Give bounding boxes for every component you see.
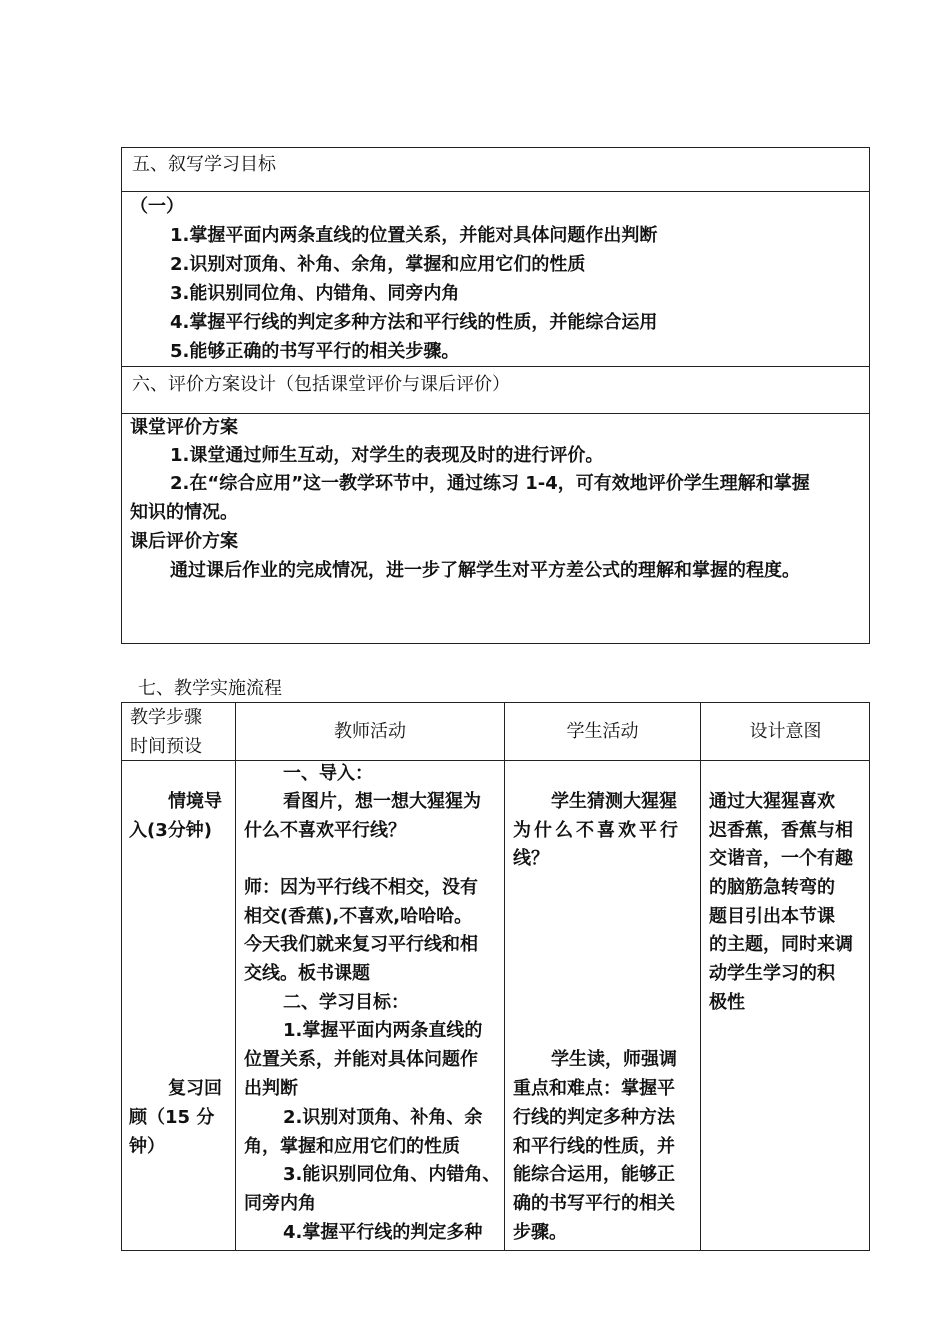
class-eval-item-cont: 知识的情况。: [130, 502, 238, 523]
student-line: 能综合运用，能够正: [513, 1164, 675, 1185]
objective-item: 1.掌握平面内两条直线的位置关系，并能对具体问题作出判断: [170, 225, 658, 246]
table-header-divider: [121, 760, 870, 761]
teacher-line: 3.能识别同位角、内错角、: [283, 1164, 501, 1185]
student-line: 学生猜测大猩猩: [551, 791, 677, 812]
step-cell: 顾（15 分: [129, 1107, 215, 1128]
class-eval-item: 1.课堂通过师生互动，对学生的表现及时的进行评价。: [170, 445, 604, 466]
step-cell: 情境导: [168, 791, 222, 812]
header-teacher: 教师活动: [334, 721, 406, 742]
student-line: 重点和难点：掌握平: [513, 1078, 675, 1099]
student-line: 学生读，师强调: [551, 1049, 677, 1070]
teacher-line: 2.识别对顶角、补角、余: [283, 1107, 483, 1128]
teacher-line: 1.掌握平面内两条直线的: [283, 1020, 483, 1041]
teacher-line: 师：因为平行线不相交，没有: [244, 877, 478, 898]
teacher-line: 一、导入：: [283, 763, 373, 784]
teacher-line: 位置关系，并能对具体问题作: [244, 1049, 478, 1070]
design-line: 通过大猩猩喜欢: [709, 791, 835, 812]
step-cell: 钟）: [129, 1136, 165, 1157]
step-cell: 入(3分钟): [129, 820, 212, 841]
class-eval-title: 课堂评价方案: [130, 417, 238, 438]
teacher-line: 4.掌握平行线的判定多种: [283, 1222, 483, 1243]
teacher-line: 什么不喜欢平行线？: [244, 820, 406, 841]
objective-item: 4.掌握平行线的判定多种方法和平行线的性质，并能综合运用: [170, 312, 658, 333]
divider: [121, 191, 870, 192]
design-line: 极性: [709, 992, 745, 1013]
design-line: 迟香蕉，香蕉与相: [709, 820, 853, 841]
student-line: 为什么不喜欢平行: [513, 820, 681, 841]
teacher-line: 今天我们就来复习平行线和相: [244, 934, 478, 955]
student-line: 线？: [513, 848, 549, 869]
step-cell: 复习回: [168, 1078, 222, 1099]
objective-item: 3.能识别同位角、内错角、同旁内角: [170, 283, 460, 304]
section7-heading: 七、教学实施流程: [138, 678, 282, 699]
design-line: 的主题，同时来调: [709, 934, 853, 955]
section5-heading: 五、叙写学习目标: [132, 154, 276, 175]
teacher-line: 相交(香蕉),不喜欢,哈哈哈。: [244, 906, 473, 927]
teacher-line: 交线。板书课题: [244, 963, 370, 984]
student-line: 确的书写平行的相关: [513, 1193, 675, 1214]
teacher-line: 二、学习目标：: [283, 992, 409, 1013]
student-line: 和平行线的性质，并: [513, 1136, 675, 1157]
column-divider: [235, 702, 236, 1251]
header-design: 设计意图: [749, 721, 822, 742]
header-student: 学生活动: [566, 721, 639, 742]
section6-heading: 六、评价方案设计（包括课堂评价与课后评价）: [132, 374, 510, 395]
design-line: 的脑筋急转弯的: [709, 877, 835, 898]
design-line: 交谐音，一个有趣: [709, 848, 853, 869]
teacher-line: 出判断: [244, 1078, 298, 1099]
header-step-line2: 时间预设: [130, 736, 202, 757]
student-line: 步骤。: [513, 1222, 567, 1243]
student-line: 行线的判定多种方法: [513, 1107, 675, 1128]
after-eval-title: 课后评价方案: [130, 531, 238, 552]
section5-sub: （一）: [130, 196, 184, 217]
after-eval-item: 通过课后作业的完成情况，进一步了解学生对平方差公式的理解和掌握的程度。: [170, 560, 800, 581]
class-eval-item: 2.在“综合应用”这一教学环节中，通过练习 1-4，可有效地评价学生理解和掌握: [170, 473, 810, 494]
objective-item: 2.识别对顶角、补角、余角，掌握和应用它们的性质: [170, 254, 586, 275]
objective-item: 5.能够正确的书写平行的相关步骤。: [170, 341, 460, 362]
column-divider: [504, 702, 505, 1251]
teacher-line: 看图片，想一想大猩猩为: [283, 791, 481, 812]
design-line: 动学生学习的积: [709, 963, 835, 984]
design-line: 题目引出本节课: [709, 906, 835, 927]
header-step-line1: 教学步骤: [130, 707, 202, 728]
teacher-line: 角，掌握和应用它们的性质: [244, 1136, 460, 1157]
teacher-line: 同旁内角: [244, 1193, 316, 1214]
column-divider: [700, 702, 701, 1251]
